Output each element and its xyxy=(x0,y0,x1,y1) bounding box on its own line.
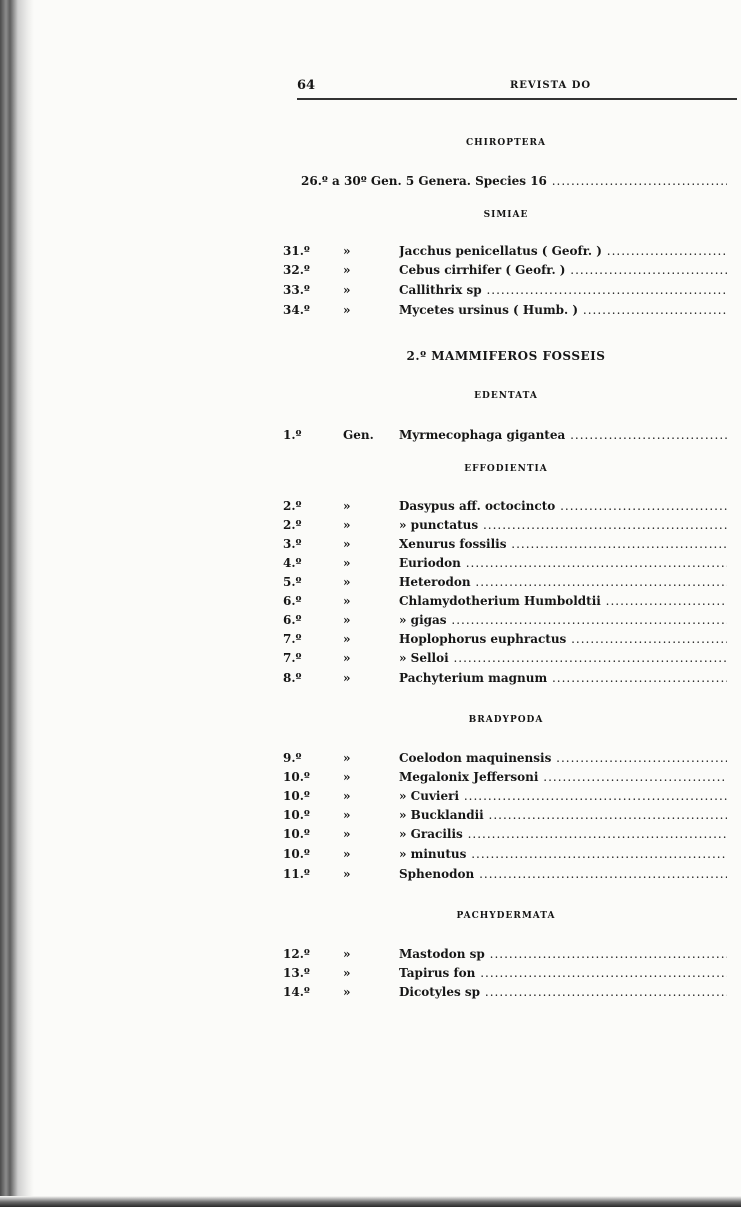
entry-genus-mark: » xyxy=(343,985,351,999)
entry-row xyxy=(283,575,729,591)
entry-number: 31.º xyxy=(283,244,310,258)
entry-genus-mark: » xyxy=(343,499,351,513)
entry-row xyxy=(283,518,729,534)
entry-genus-mark: » xyxy=(343,808,351,822)
page-number: 64 xyxy=(297,78,316,93)
entry-number: 10.º xyxy=(283,847,310,861)
entry-row xyxy=(283,283,729,299)
entry-name: » minutus ..... xyxy=(399,847,727,861)
entry-number: 3.º xyxy=(283,537,302,551)
entry-row xyxy=(283,537,729,553)
entry-name: » Selloi ..... xyxy=(399,651,727,665)
entry-genus-mark: » xyxy=(343,827,351,841)
entry-number: 34.º xyxy=(283,303,310,317)
entry-name: Jacchus penicellatus ( Geofr. ) ..... xyxy=(399,244,727,258)
entry-genus-mark: » xyxy=(343,966,351,980)
entry-row xyxy=(283,985,729,1001)
page-bottom-shadow xyxy=(0,1196,741,1207)
entry-row xyxy=(283,613,729,629)
entry-number: 12.º xyxy=(283,947,310,961)
entry-name: Pachyterium magnum ..... xyxy=(399,671,727,685)
entry-genus-mark: » xyxy=(343,556,351,570)
entry-row xyxy=(283,651,729,667)
entry-row xyxy=(283,594,729,610)
entry-row xyxy=(283,867,729,883)
entry-name: Cebus cirrhifer ( Geofr. ) ..... xyxy=(399,263,727,277)
entry-number: 1.º xyxy=(283,428,302,442)
entry-name: Dasypus aff. octocincto ..... xyxy=(399,499,727,513)
entry-name: 26.º a 30º Gen. 5 Genera. Species 16 ..... xyxy=(301,174,727,188)
entry-genus-mark: » xyxy=(343,847,351,861)
entry-row xyxy=(283,263,729,279)
entry-name: Dicotyles sp ..... xyxy=(399,985,727,999)
entry-genus-mark: » xyxy=(343,867,351,881)
entry-number: 14.º xyxy=(283,985,310,999)
section-title-edentata: EDENTATA xyxy=(474,391,538,401)
entry-genus-mark: » xyxy=(343,613,351,627)
entry-number: 10.º xyxy=(283,808,310,822)
entry-name: Hoplophorus euphractus ..... xyxy=(399,632,727,646)
section-title-effodientia: EFFODIENTIA xyxy=(464,464,548,474)
entry-number: 13.º xyxy=(283,966,310,980)
section-title-chiroptera: CHIROPTERA xyxy=(466,138,546,148)
entry-genus-mark: » xyxy=(343,518,351,532)
entry-genus-mark: » xyxy=(343,770,351,784)
entry-genus-mark: » xyxy=(343,751,351,765)
entry-genus-mark: » xyxy=(343,575,351,589)
entry-row xyxy=(283,847,729,863)
running-head: REVISTA DO xyxy=(510,80,592,91)
entry-name: Myrmecophaga gigantea ..... xyxy=(399,428,727,442)
entry-row xyxy=(283,303,729,319)
entry-genus-mark: » xyxy=(343,671,351,685)
entry-name: Mycetes ursinus ( Humb. ) ..... xyxy=(399,303,727,317)
entry-name: » Cuvieri ..... xyxy=(399,789,727,803)
section-title-bradypoda: BRADYPODA xyxy=(468,715,544,725)
entry-row xyxy=(283,966,729,982)
entry-name: Mastodon sp ..... xyxy=(399,947,727,961)
section-title-pachydermata: PACHYDERMATA xyxy=(456,911,556,921)
entry-row xyxy=(283,789,729,805)
entry-row xyxy=(283,751,729,767)
entry-genus-mark: » xyxy=(343,283,351,297)
section-title-simiae: SIMIAE xyxy=(483,210,529,220)
page-header xyxy=(283,78,729,98)
entry-name: Coelodon maquinensis ..... xyxy=(399,751,727,765)
entry-name: Tapirus fon ..... xyxy=(399,966,727,980)
entry-name: Heterodon ..... xyxy=(399,575,727,589)
entry-name: » gigas ..... xyxy=(399,613,727,627)
entry-name: » Gracilis ..... xyxy=(399,827,727,841)
entry-row xyxy=(283,632,729,648)
entry-number: 6.º xyxy=(283,594,302,608)
entry-number: 8.º xyxy=(283,671,302,685)
entry-number: 33.º xyxy=(283,283,310,297)
entry-genus-mark: » xyxy=(343,947,351,961)
entry-row xyxy=(283,499,729,515)
entry-row xyxy=(283,244,729,260)
entry-genus-mark: » xyxy=(343,594,351,608)
entry-number: 7.º xyxy=(283,651,302,665)
header-rule xyxy=(297,98,737,100)
entry-genus-mark: Gen. xyxy=(343,428,374,442)
entry-name: » Bucklandii ..... xyxy=(399,808,727,822)
entry-genus-mark: » xyxy=(343,789,351,803)
entry-number: 7.º xyxy=(283,632,302,646)
entry-number: 6.º xyxy=(283,613,302,627)
entry-number: 2.º xyxy=(283,499,302,513)
entry-name: Sphenodon ..... xyxy=(399,867,727,881)
entry-name: » punctatus ..... xyxy=(399,518,727,532)
entry-chiroptera-summary xyxy=(283,174,729,190)
entry-number: 9.º xyxy=(283,751,302,765)
entry-number: 4.º xyxy=(283,556,302,570)
entry-number: 5.º xyxy=(283,575,302,589)
entry-number: 10.º xyxy=(283,789,310,803)
entry-row xyxy=(283,770,729,786)
entry-name: Xenurus fossilis ..... xyxy=(399,537,727,551)
entry-row xyxy=(283,428,729,444)
entry-row xyxy=(283,947,729,963)
entry-genus-mark: » xyxy=(343,651,351,665)
entry-name: Euriodon ..... xyxy=(399,556,727,570)
entry-number: 10.º xyxy=(283,770,310,784)
entry-row xyxy=(283,827,729,843)
entry-genus-mark: » xyxy=(343,263,351,277)
entry-genus-mark: » xyxy=(343,537,351,551)
entry-number: 32.º xyxy=(283,263,310,277)
entry-number: 11.º xyxy=(283,867,310,881)
entry-number: 2.º xyxy=(283,518,302,532)
fossil-mammals-title: 2.º MAMMIFEROS FOSSEIS xyxy=(406,349,606,363)
entry-genus-mark: » xyxy=(343,244,351,258)
entry-row xyxy=(283,808,729,824)
entry-genus-mark: » xyxy=(343,303,351,317)
entry-name: Chlamydotherium Humboldtii ..... xyxy=(399,594,727,608)
entry-row xyxy=(283,556,729,572)
book-binding-shadow xyxy=(0,0,34,1207)
entry-number: 10.º xyxy=(283,827,310,841)
entry-name: Megalonix Jeffersoni ..... xyxy=(399,770,727,784)
entry-name: Callithrix sp ..... xyxy=(399,283,727,297)
entry-genus-mark: » xyxy=(343,632,351,646)
entry-row xyxy=(283,671,729,687)
